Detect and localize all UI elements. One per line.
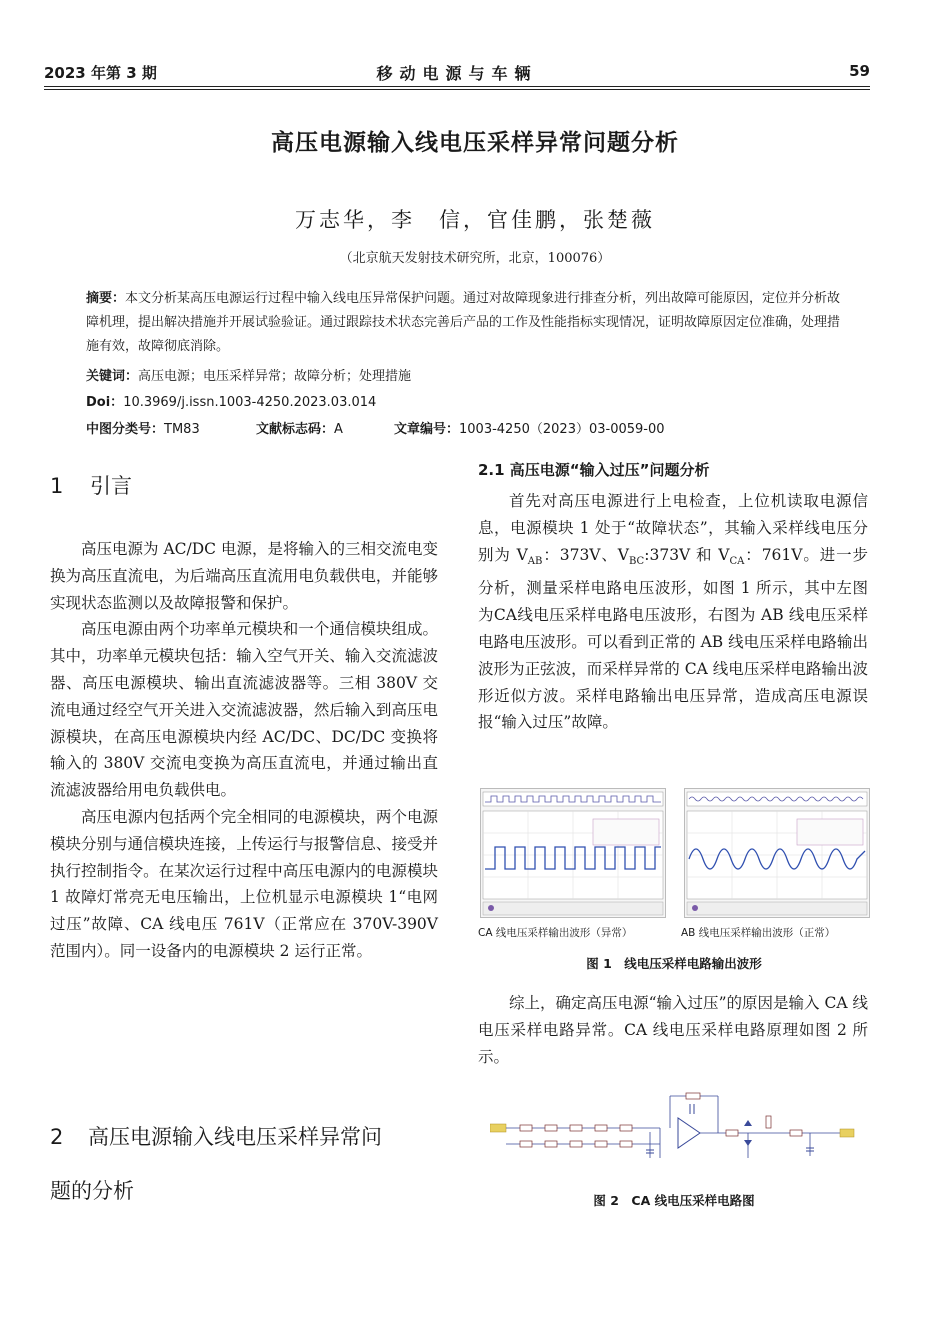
left-paragraph: 高压电源由两个功率单元模块和一个通信模块组成。其中，功率单元模块包括：输入空气开关、输入交流滤波器、高压电源模块、输出直流滤波器等。三相 380V 交流电通过经空气开关进入交流滤波器，然后输入到高压电源模块，在高压电源模块内经 AC/DC、DC/DC 变换将输入的 380V 交流电变换为高压直流电，并通过输出直流滤波器给用电负载供电。 bbox=[50, 620, 438, 800]
section-1-heading bbox=[50, 470, 132, 500]
classification-line bbox=[86, 418, 846, 442]
article-no-value: 1003-4250（2023）03-0059-00 bbox=[459, 422, 665, 437]
article-no-label: 文章编号： bbox=[394, 422, 460, 437]
figure-1-left-caption: CA 线电压采样输出波形（异常） bbox=[478, 927, 633, 939]
abstract-text: 本文分析某高压电源运行过程中输入线电压异常保护问题。通过对故障现象进行排查分析，列出故障可能原因，定位并分析故障机理，提出解决措施并开展试验验证。通过跟踪技术状态完善后产品的工作及性能指标实现情况，证明故障原因定位准确，处理措施有效，故障彻底消除。 bbox=[86, 291, 841, 354]
right-paragraph-2: 综上，确定高压电源“输入过压”的原因是输入 CA 线电压采样电路异常。CA 线电压采样电路原理如图 2 所示。 bbox=[478, 994, 868, 1066]
figure-1-caption: 图 1 线电压采样电路输出波形 bbox=[586, 956, 762, 971]
abstract bbox=[86, 287, 846, 359]
header-rule bbox=[44, 86, 870, 90]
subsection-2-1-heading: 2.1 高压电源“输入过压”问题分析 bbox=[478, 461, 710, 479]
doc-code-value: A bbox=[334, 422, 343, 437]
scope-screenshot-normal bbox=[684, 788, 870, 918]
journal-name: 移动电源与车辆 bbox=[376, 64, 538, 83]
left-paragraph: 高压电源为 AC/DC 电源，是将输入的三相交流电变换为高压直流电，为后端高压直流用电负载供电，并能够实现状态监测以及故障报警和保护。 bbox=[50, 540, 438, 612]
running-header bbox=[44, 60, 870, 86]
abstract-label: 摘要： bbox=[86, 291, 126, 306]
keywords-text: 高压电源；电压采样异常；故障分析；处理措施 bbox=[138, 369, 412, 384]
issue-label: 2023 年第 3 期 bbox=[44, 64, 157, 82]
doi-text: 10.3969/j.issn.1003-4250.2023.03.014 bbox=[123, 395, 377, 410]
section-2-heading bbox=[50, 1110, 450, 1218]
article-title: 高压电源输入线电压采样异常问题分析 bbox=[271, 130, 679, 156]
doi bbox=[86, 391, 846, 415]
doc-code-label: 文献标志码： bbox=[256, 422, 335, 437]
left-column bbox=[50, 536, 438, 965]
section-1-number: 1 bbox=[50, 474, 64, 498]
right-column-lower bbox=[478, 990, 868, 1070]
section-2-title-line2: 题的分析 bbox=[50, 1179, 134, 1203]
left-paragraph: 高压电源内包括两个完全相同的电源模块，两个电源模块分别与通信模块连接，上传运行与报警信息、接受并执行控制指令。在某次运行过程中高压电源内的电源模块 1 故障灯常亮无电压输出，上位机显示电源模块 1“电网过压”故障、CA 线电压 761V（正常应在 370V-390V 范围内）。同一设备内的电源模块 2 运行正常。 bbox=[50, 807, 438, 960]
section-1-title: 引言 bbox=[90, 474, 132, 498]
scope-screenshot-abnormal bbox=[480, 788, 666, 918]
clc-value: TM83 bbox=[164, 422, 200, 437]
right-column bbox=[478, 488, 868, 736]
doi-label: Doi： bbox=[86, 395, 124, 410]
keywords bbox=[86, 365, 846, 389]
page-number: 59 bbox=[849, 62, 870, 80]
section-2-number: 2 bbox=[50, 1125, 64, 1149]
clc-label: 中图分类号： bbox=[86, 422, 165, 437]
author-list: 万志华，李 信，官佳鹏，张楚薇 bbox=[295, 208, 655, 232]
section-2-title-line1: 高压电源输入线电压采样异常问 bbox=[88, 1125, 382, 1149]
keywords-label: 关键词： bbox=[86, 369, 139, 384]
affiliation: （北京航天发射技术研究所，北京，100076） bbox=[339, 251, 611, 266]
right-paragraph-1: 首先对高压电源进行上电检查，上位机读取电源信息，电源模块 1 处于“故障状态”，其输入采样线电压分别为 $V_{AB}$：373V、$V_{BC}:373V$ 和 $V_{CA}$：761V。进一步分析，测量采样电路电压波形，如图 1 所示，其中左图为CA线电压采样电路电压波形，右图为 AB 线电压采样电路电压波形。可以看到正常的 AB 线电压采样电路输出波形为正弦波，而采样异常的 CA 线电压采样电路输出波形近似方波。采样电路输出电压异常，造成高压电源误报“输入过压”故障。 bbox=[478, 492, 868, 732]
figure-2-caption: 图 2 CA 线电压采样电路图 bbox=[593, 1193, 755, 1208]
figure-1-right-caption: AB 线电压采样输出波形（正常） bbox=[681, 927, 836, 939]
circuit-schematic bbox=[490, 1088, 856, 1164]
